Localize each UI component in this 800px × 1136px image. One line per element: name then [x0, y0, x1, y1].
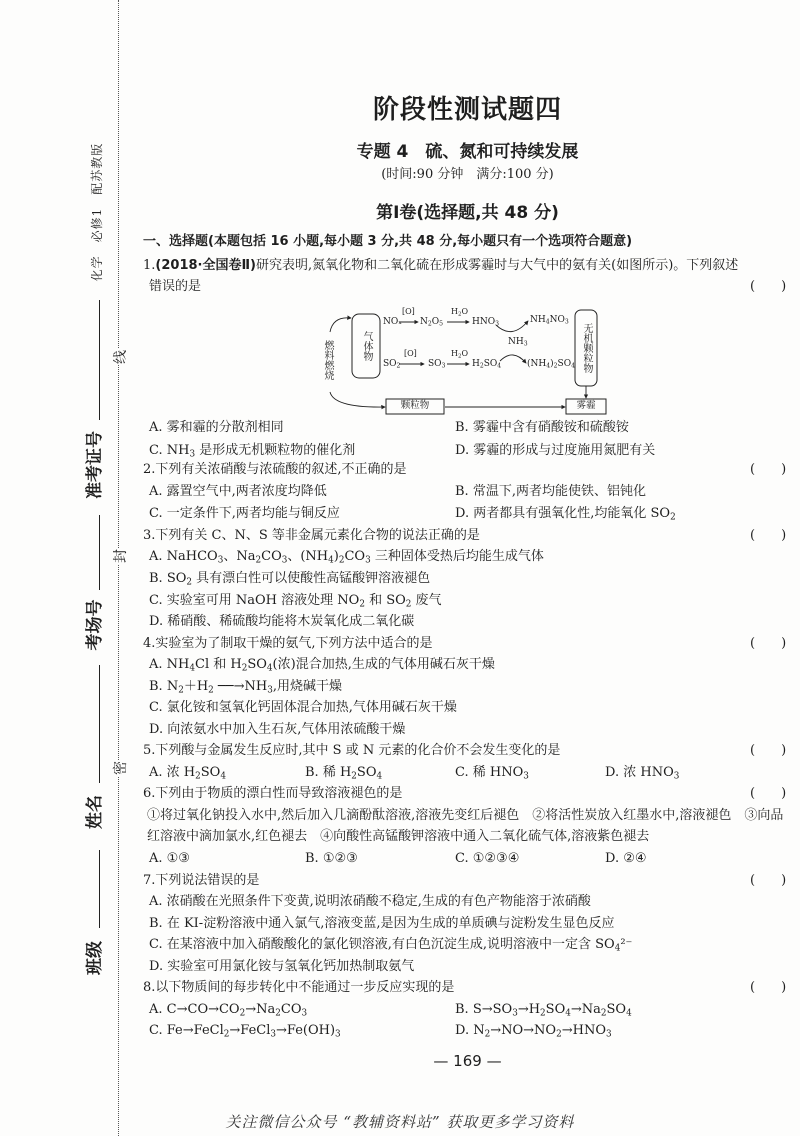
question-5-option-a: A. 浓 $H_2SO_4$	[149, 765, 226, 782]
question-4-option-c: C. 氯化铵和氢氧化钙固体混合加热,气体用碱石灰干燥	[149, 700, 457, 715]
question-6-answer-bracket: ( )	[750, 786, 787, 801]
room-blank-line	[99, 515, 100, 590]
section-heading: 一、选择题(本题包括 16 小题,每小题 3 分,共 48 分,每小题只有一个选项符合题意)	[143, 234, 633, 249]
diagram-combustion-label: 燃料燃烧	[322, 340, 333, 380]
room-label: 考场号	[85, 599, 105, 651]
diagram-so2: $SO_2$	[383, 359, 401, 370]
question-2-option-b: B. 常温下,两者均能使铁、铝钝化	[455, 484, 646, 499]
question-5-option-c: C. 稀 $HNO_3$	[455, 765, 529, 782]
cut-line-char-xian: 线	[113, 350, 129, 364]
question-4-option-a: A. $NH_4Cl$ 和 $H_2SO_4$(浓)混合加热,生成的气体用碱石灰干燥	[149, 657, 495, 674]
arrow-hno3-to-nh4no3	[496, 321, 528, 332]
question-3-answer-bracket: ( )	[750, 528, 787, 543]
diagram-nh4no3: $NH_4NO_3$	[530, 315, 569, 326]
question-1-number: 1.	[143, 258, 156, 273]
exam-id-label: 准考证号	[85, 431, 105, 499]
question-1-source: (2018·全国卷Ⅱ)	[155, 258, 256, 273]
question-4-option-b: B. $N_2+H_2$ $──\to NH_3$,用烧碱干燥	[149, 679, 342, 696]
question-7-stem: 7.下列说法错误的是	[143, 873, 260, 888]
question-6-statements-line1: ①将过氧化钠投入水中,然后加入几滴酚酞溶液,溶液先变红后褪色 ②将活性炭放入红墨水中,溶液褪色 ③向品	[147, 808, 784, 823]
cut-line-char-feng: 封	[113, 549, 129, 563]
question-1-stem-text: 研究表明,氮氧化物和二氧化硫在形成雾霾时与大气中的氨有关(如图所示)。下列叙述	[255, 258, 739, 273]
question-5-option-b: B. 稀 $H_2SO_4$	[305, 765, 383, 782]
question-1-stem-line2: 错误的是	[149, 279, 202, 294]
arrow-combustion-to-particle	[330, 392, 385, 407]
time-and-score: (时间:90 分钟 满分:100 分)	[381, 167, 554, 182]
diagram-haze-label: 雾霾	[576, 400, 596, 411]
question-4-option-d: D. 向浓氨水中加入生石灰,气体用浓硫酸干燥	[149, 722, 406, 737]
book-edition-label: 化学 必修1 配苏教版	[90, 142, 104, 282]
question-6-statements-line2: 红溶液中滴加氯水,红色褪去 ④向酸性高锰酸钾溶液中通入二氧化硫气体,溶液紫色褪去	[147, 829, 650, 844]
question-1-option-a: A. 雾和霾的分散剂相同	[149, 420, 284, 435]
diagram-nh3-label: $NH_3$	[508, 337, 528, 348]
cut-line-char-mi: 密	[113, 761, 129, 775]
volume-heading: 第Ⅰ卷(选择题,共 48 分)	[376, 203, 559, 223]
diagram-hno3: $HNO_3$	[472, 317, 499, 328]
question-8-option-c: C. $Fe\to FeCl_2\to FeCl_3\to Fe(OH)_3$	[149, 1023, 341, 1040]
diagram-h2so4: $H_2SO_4$	[472, 359, 502, 370]
diagram-water-label-2: $H_2O$	[451, 349, 469, 360]
question-1-option-d: D. 雾霾的形成与过度施用氮肥有关	[455, 443, 656, 458]
diagram-oxidize-label-1: [O]	[402, 307, 415, 316]
question-3-option-a: A. NaHCO$_3$、$Na_2CO_3$、$(NH_4)_2CO_3$ 三种固体受热后均能生成气体	[149, 549, 544, 566]
question-7-option-a: A. 浓硝酸在光照条件下变黄,说明浓硝酸不稳定,生成的有色产物能溶于浓硝酸	[149, 894, 591, 909]
name-label: 姓名	[85, 795, 105, 829]
arrow-h2so4-to-nh42so4	[500, 355, 526, 363]
diagram-particle-label: 颗粒物	[400, 400, 430, 411]
question-6-option-d: D. ②④	[605, 851, 647, 866]
diagram-n2o5: $N_2O_5$	[420, 317, 444, 328]
question-6-option-c: C. ①②③④	[455, 851, 520, 866]
question-5-option-d: D. 浓 $HNO_3$	[605, 765, 680, 782]
question-5-stem: 5.下列酸与金属发生反应时,其中 S 或 N 元素的化合价不会发生变化的是	[143, 743, 561, 758]
question-8-option-b: B. $S\to SO_3\to H_2SO_4\to Na_2SO_4$	[455, 1002, 632, 1019]
question-5-answer-bracket: ( )	[750, 743, 787, 758]
question-2-option-c: C. 一定条件下,两者均能与铜反应	[149, 506, 340, 521]
diagram-nh42so4: $(NH_4)_2SO_4$	[527, 359, 575, 370]
question-2-answer-bracket: ( )	[750, 462, 787, 477]
class-label: 班级	[85, 941, 105, 975]
question-1-answer-bracket: ( )	[750, 279, 787, 294]
question-8-answer-bracket: ( )	[750, 980, 787, 995]
diagram-inorganic-label: 无机颗粒物	[581, 323, 592, 373]
question-8-stem: 8.以下物质间的每步转化中不能通过一步反应实现的是	[143, 980, 455, 995]
name-blank-line	[99, 665, 100, 783]
exam-id-blank-line	[99, 300, 100, 420]
question-3-option-b: B. $SO_2$ 具有漂白性可以使酸性高锰酸钾溶液褪色	[149, 571, 431, 588]
binding-dotted-line	[118, 0, 119, 1136]
page-number: — 169 —	[433, 1052, 502, 1070]
question-4-answer-bracket: ( )	[750, 636, 787, 651]
question-1-option-c: C. $NH_3$ 是形成无机颗粒物的催化剂	[149, 443, 356, 460]
class-blank-line	[99, 850, 100, 928]
question-8-option-d: D. $N_2\to NO\to NO_2\to HNO_3$	[455, 1023, 612, 1040]
question-7-option-b: B. 在 KI-淀粉溶液中通入氯气,溶液变蓝,是因为生成的单质碘与淀粉发生显色反应	[149, 916, 615, 931]
page-title: 阶段性测试题四	[372, 95, 562, 125]
question-3-stem: 3.下列有关 C、N、S 等非金属元素化合物的说法正确的是	[143, 528, 480, 543]
question-7-option-c: C. 在某溶液中加入硝酸酸化的氯化钡溶液,有白色沉淀生成,说明溶液中一定含 $SO_4^{2-}$	[149, 937, 633, 954]
diagram-oxidize-label-2: [O]	[404, 349, 417, 358]
question-3-option-c: C. 实验室可用 NaOH 溶液处理 $NO_2$ 和 $SO_2$ 废气	[149, 593, 442, 610]
diagram-nox: NOₓ	[383, 317, 403, 327]
question-8-option-a: A. $C\to CO\to CO_2\to Na_2CO_3$	[149, 1002, 308, 1019]
footer-note: 关注微信公众号 “教辅资料站” 获取更多学习资料	[225, 1113, 575, 1131]
question-7-answer-bracket: ( )	[750, 873, 787, 888]
question-1-stem	[143, 258, 738, 274]
diagram-so3: $SO_3$	[428, 359, 446, 370]
topic-subtitle: 专题 4 硫、氮和可持续发展	[356, 142, 579, 162]
question-2-option-a: A. 露置空气中,两者浓度均降低	[149, 484, 327, 499]
question-4-stem: 4.实验室为了制取干燥的氨气,下列方法中适合的是	[143, 636, 433, 651]
diagram-gas-label: 气体物	[361, 331, 372, 361]
question-7-option-d: D. 实验室可用氯化铵与氢氧化钙加热制取氨气	[149, 959, 415, 974]
question-6-option-b: B. ①②③	[305, 851, 358, 866]
question-6-stem: 6.下列由于物质的漂白性而导致溶液褪色的是	[143, 786, 403, 801]
question-2-stem: 2.下列有关浓硝酸与浓硫酸的叙述,不正确的是	[143, 462, 407, 477]
question-2-option-d: D. 两者都具有强氧化性,均能氧化 $SO_2$	[455, 506, 676, 523]
arrow-combustion-to-gas	[330, 318, 351, 332]
question-6-option-a: A. ①③	[149, 851, 190, 866]
question-3-option-d: D. 稀硝酸、稀硫酸均能将木炭氧化成二氧化碳	[149, 614, 415, 629]
question-1-option-b: B. 雾霾中含有硝酸铵和硫酸铵	[455, 420, 629, 435]
diagram-water-label-1: $H_2O$	[451, 307, 469, 318]
